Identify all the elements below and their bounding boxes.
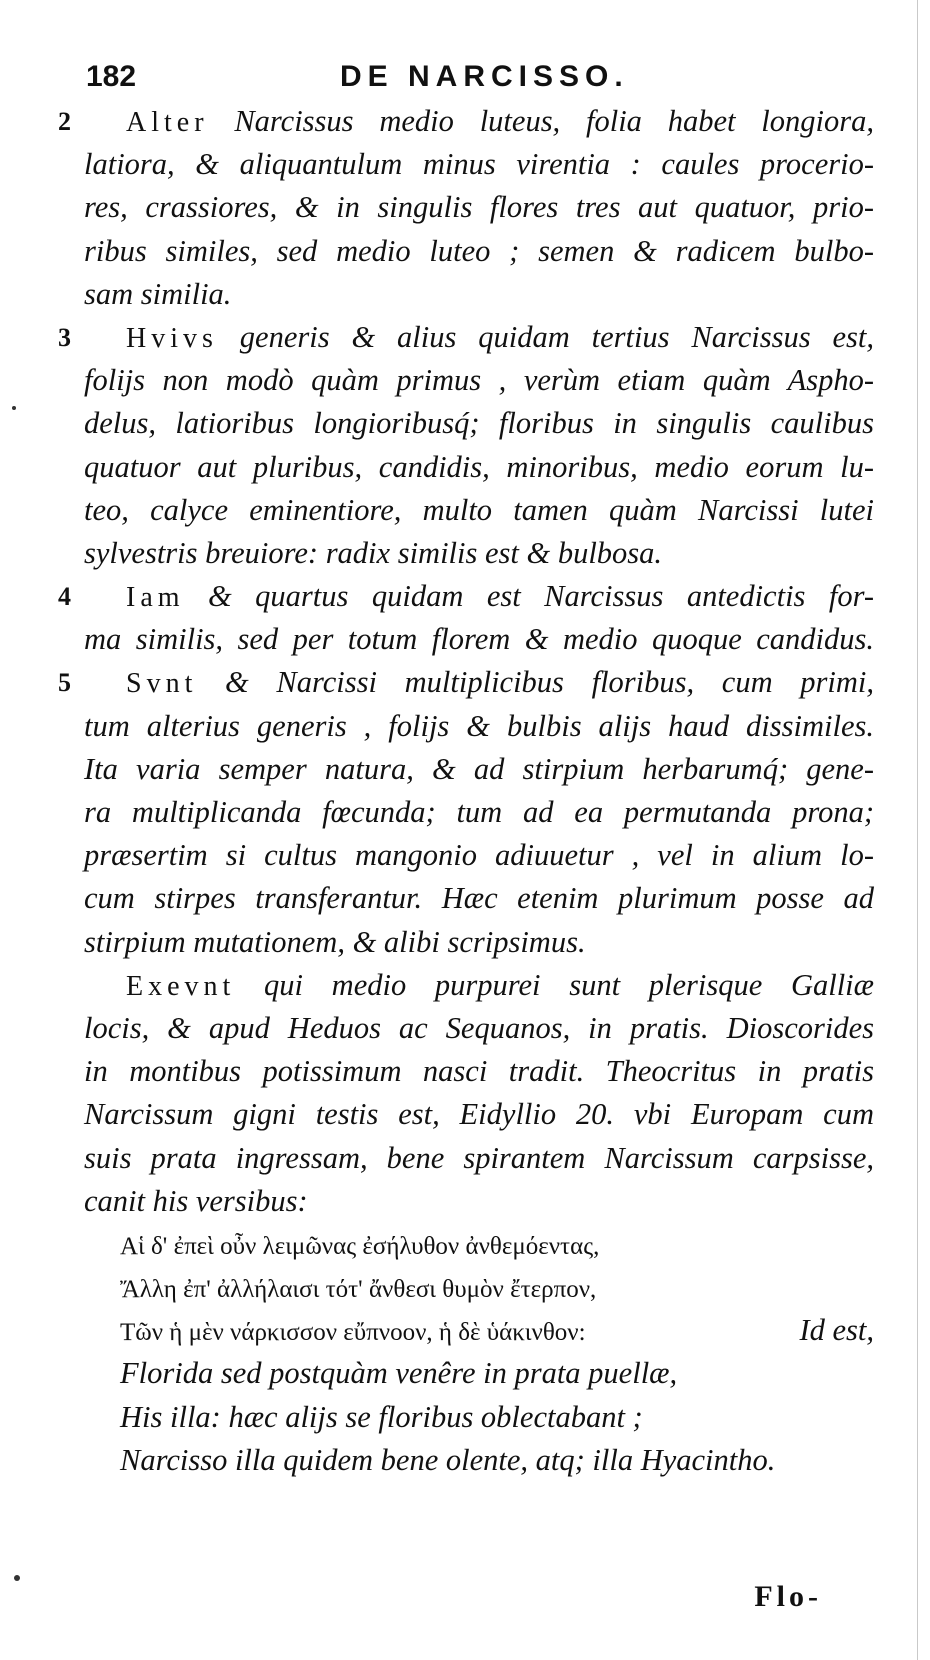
body-text bbox=[58, 100, 875, 1482]
line: Exevnt qui medio purpurei sunt plerisque Galliæ bbox=[126, 967, 875, 1002]
latin-verse-line: Florida sed postquàm venêre in prata puellæ, bbox=[120, 1356, 678, 1391]
page-number: 182 bbox=[86, 60, 137, 93]
id-est: Id est, bbox=[799, 1313, 874, 1348]
running-title: DE NARCISSO. bbox=[340, 60, 629, 93]
line: 2 Alter Narcissus medio luteus, folia habet longiora, bbox=[84, 100, 874, 143]
line: tum alterius generis , folijs & bulbis alijs haud dissimiles. bbox=[84, 708, 874, 743]
line: teo, calyce eminentiore, multo tamen quàm Narcissi lutei bbox=[84, 492, 874, 527]
margin-number: 4 bbox=[58, 582, 71, 612]
line: ra multiplicanda fœcunda; tum ad ea permutanda prona; bbox=[84, 795, 874, 829]
paragraph-lead: Alter bbox=[126, 107, 209, 138]
line: ribus similes, sed medio luteo ; semen & radicem bulbo- bbox=[84, 233, 874, 268]
catchword: Flo- bbox=[754, 1580, 822, 1613]
line: sam similia. bbox=[84, 276, 232, 311]
line: res, crassiores, & in singulis flores tres aut quatuor, prio- bbox=[84, 190, 874, 225]
line: præsertim si cultus mangonio adiuuetur , vel in alium lo- bbox=[84, 838, 874, 873]
line: in montibus potissimum nasci tradit. Theocritus in pratis bbox=[84, 1054, 874, 1089]
line: canit his versibus: bbox=[84, 1183, 308, 1218]
greek-verse-line: Ἄλλη ἐπ' ἀλλήλαισι τότ' ἄνθεσι θυμὸν ἔτερπον, bbox=[120, 1276, 597, 1304]
page-edge bbox=[917, 0, 918, 1660]
paragraph-lead: Hvivs bbox=[126, 322, 218, 354]
greek-verse-line: Τῶν ἡ μὲν νάρκισσον εὔπνοον, ἡ δὲ ὑάκινθον: Id est, bbox=[84, 1309, 874, 1352]
ink-speck bbox=[12, 406, 16, 410]
line: Ita varia semper natura, & ad stirpium herbarumq́; gene- bbox=[84, 751, 874, 786]
line: sylvestris breuiore: radix similis est & bulbosa. bbox=[84, 535, 663, 570]
line: ma similis, sed per totum florem & medio quoque candidus. bbox=[84, 622, 874, 657]
latin-verse-line: Narcisso illa quidem bene olente, atq; illa Hyacintho. bbox=[120, 1442, 776, 1477]
latin-verse-line: His illa: hæc alijs se floribus oblectabant ; bbox=[120, 1399, 643, 1434]
line: 5 Svnt & Narcissi multiplicibus floribus, cum primi, bbox=[84, 661, 874, 704]
margin-number: 5 bbox=[58, 668, 71, 698]
line: 4 Iam & quartus quidam est Narcissus antedictis for- bbox=[84, 575, 874, 618]
line: stirpium mutationem, & alibi scripsimus. bbox=[84, 924, 586, 959]
line: Narcissum gigni testis est, Eidyllio 20. vbi Europam cum bbox=[84, 1097, 874, 1132]
line: cum stirpes transferantur. Hæc etenim plurimum posse ad bbox=[84, 881, 874, 916]
paragraph-lead: Iam bbox=[126, 582, 185, 614]
paragraph-lead: Exevnt bbox=[126, 970, 236, 1002]
line: delus, latioribus longioribusq́; floribus in singulis caulibus bbox=[84, 406, 874, 441]
line: latiora, & aliquantulum minus virentia : caules procerio- bbox=[84, 147, 874, 182]
line: locis, & apud Heduos ac Sequanos, in pratis. Dioscorides bbox=[84, 1010, 874, 1045]
line: 3 Hvivs generis & alius quidam tertius Narcissus est, bbox=[84, 316, 874, 359]
line: quatuor aut pluribus, candidis, minoribus, medio eorum lu- bbox=[84, 449, 874, 484]
ink-speck bbox=[14, 1575, 20, 1581]
line: suis prata ingressam, bene spirantem Narcissum carpsisse, bbox=[84, 1140, 874, 1175]
line: folijs non modò quàm primus , verùm etiam quàm Aspho- bbox=[84, 363, 874, 398]
margin-number: 3 bbox=[58, 322, 71, 352]
margin-number: 2 bbox=[58, 107, 71, 136]
greek-verse-line: Αἱ δ' ἐπεὶ οὖν λειμῶνας ἐσήλυθον ἀνθεμόεντας, bbox=[120, 1232, 600, 1260]
paragraph-lead: Svnt bbox=[126, 668, 198, 700]
